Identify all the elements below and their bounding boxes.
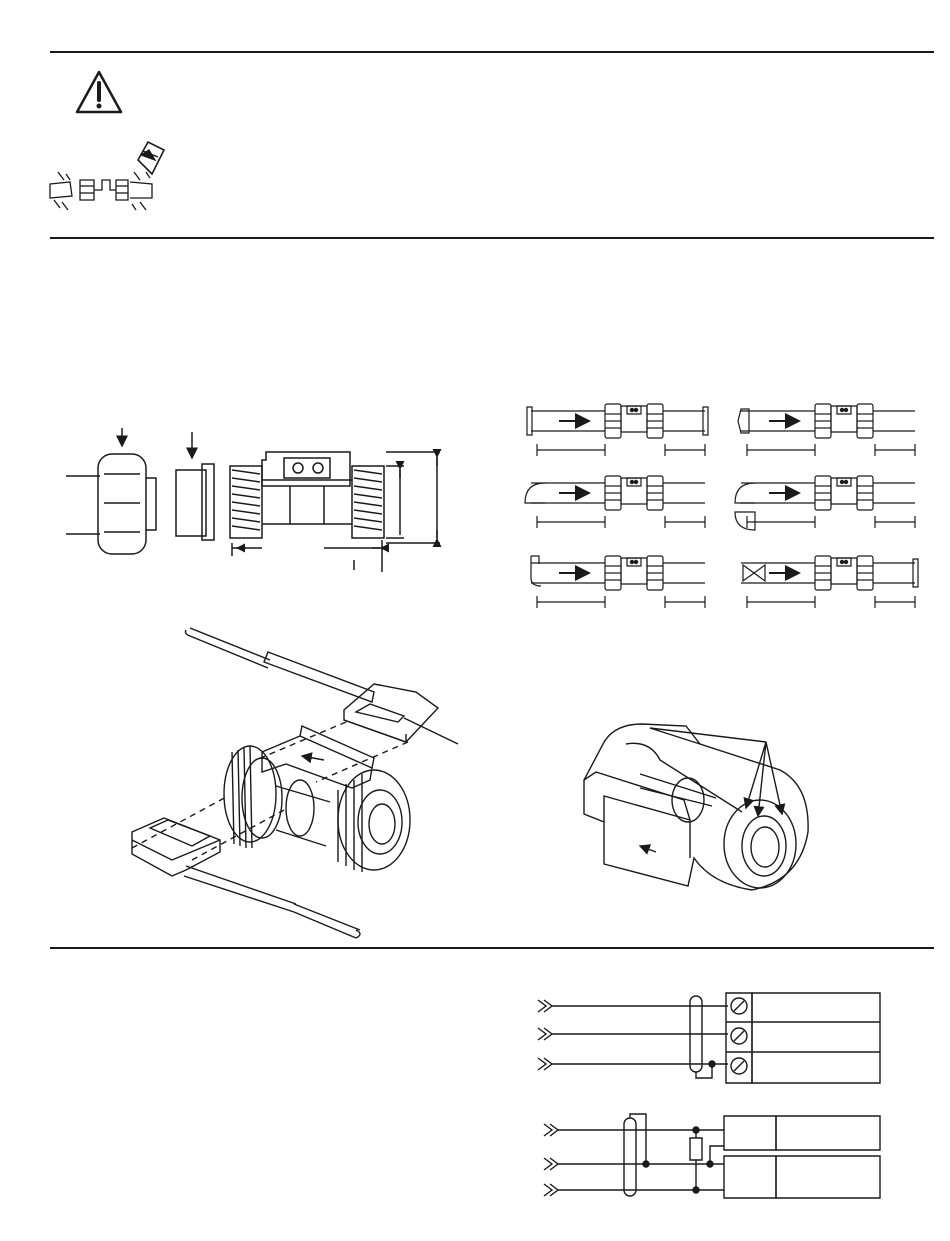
union-nut-drawing	[66, 428, 156, 554]
exploded-connector-view	[132, 628, 458, 938]
install-layout-4	[735, 476, 915, 530]
install-layout-2	[738, 404, 915, 456]
gasket-drawing	[176, 432, 214, 540]
install-layout-3	[525, 476, 705, 528]
install-layout-6	[741, 556, 918, 608]
installation-layouts	[525, 404, 918, 608]
pipe-burst-hazard-icon	[50, 142, 164, 210]
wiring-diagram-terminal-block	[538, 993, 880, 1083]
sensor-body-drawing	[230, 452, 440, 572]
warning-triangle-icon	[77, 72, 121, 112]
install-layout-5	[531, 556, 705, 608]
install-layout-1	[527, 404, 708, 456]
wiring-diagram-resistor	[544, 1114, 880, 1198]
cutaway-view	[584, 724, 808, 890]
